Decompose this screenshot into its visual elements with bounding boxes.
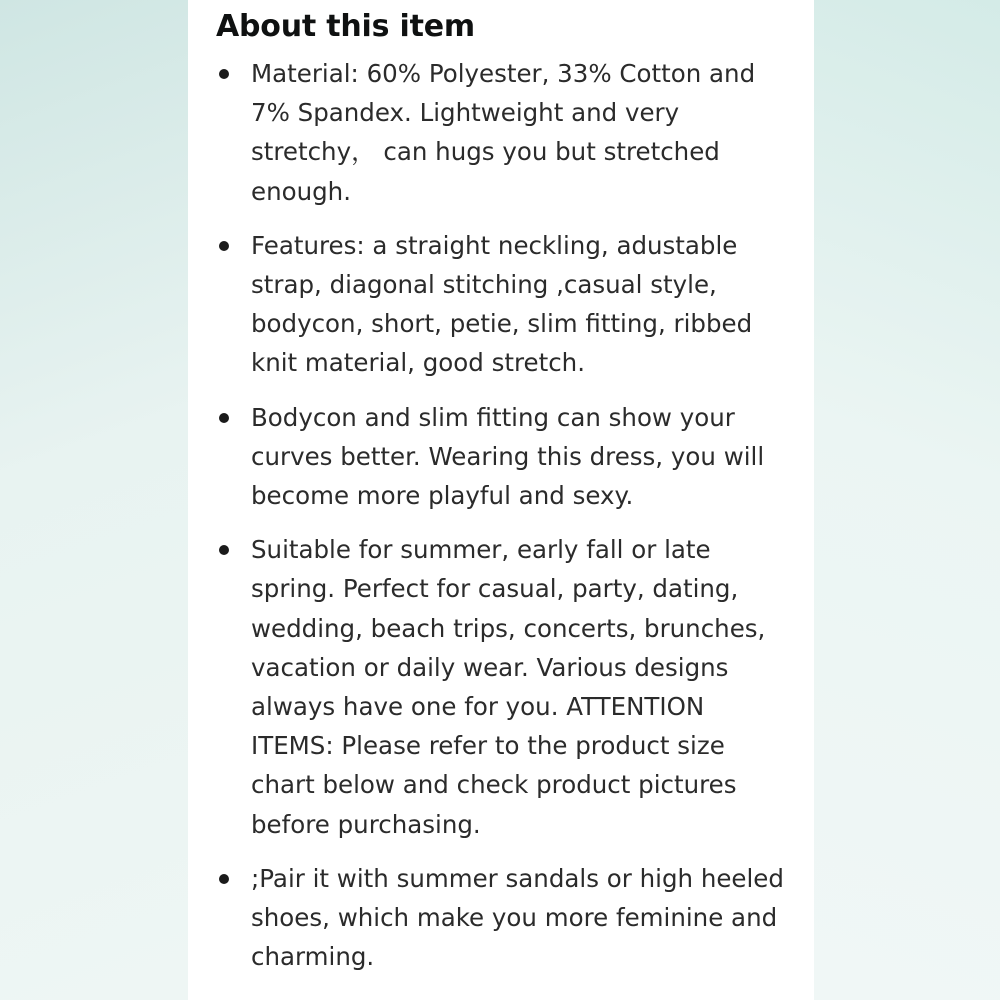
bullet-dot-icon [219,413,229,423]
bullet-dot-icon [219,874,229,884]
bullet-text: ;Pair it with summer sandals or high heeled shoes, which make you more feminine and charming. [251,863,784,972]
backdrop-left [0,0,188,1000]
bullet-text: Material: 60% Polyester, 33% Cotton and 7% Spandex. Lightweight and very stretchy， can hugs you but stretched enough. [251,59,756,206]
section-title: About this item [216,9,475,44]
feature-bullet-pairing [216,859,814,977]
bullet-dot-icon [219,545,229,555]
feature-bullet-features [216,226,814,383]
feature-bullet-list [216,54,814,976]
backdrop-right [814,0,1000,1000]
bullet-dot-icon [219,241,229,251]
bullet-text: Features: a straight neckling, adustable strap, diagonal stitching ,casual style, bodycon, short, petie, slim fitting, ribbed knit material, good stretch. [251,230,753,378]
about-item-panel [188,0,814,1000]
bullet-dot-icon [219,69,229,79]
feature-bullet-fit [216,398,814,516]
bullet-text: Bodycon and slim fitting can show your curves better. Wearing this dress, you will become more playful and sexy. [251,402,765,511]
feature-bullet-material [216,54,814,211]
bullet-text: Suitable for summer, early fall or late spring. Perfect for casual, party, dating, wedding, beach trips, concerts, brunches, vacation or daily wear. Various designs always have one for you. ATTENTION ITEMS: Please refer to the product size chart below and check product pictures before purchasing. [251,535,766,839]
feature-bullet-occasions [216,530,814,844]
